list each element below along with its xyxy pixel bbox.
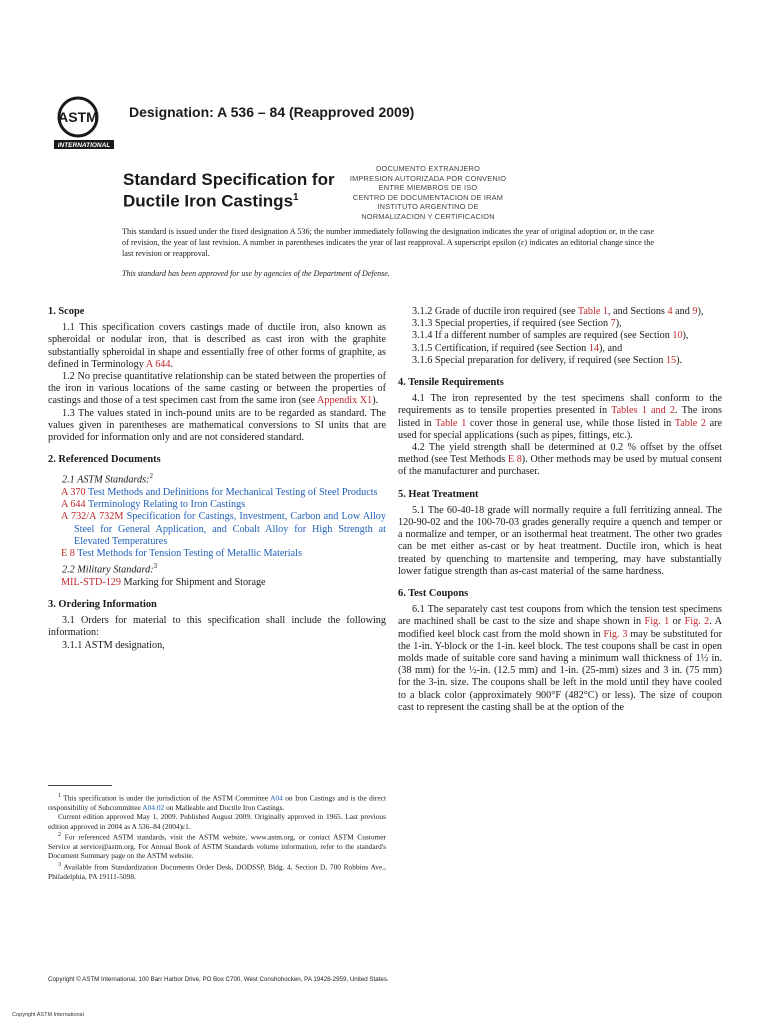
paragraph-3-1-1: 3.1.1 ASTM designation,	[62, 639, 165, 651]
reference-item: A 732/A 732M Specification for Castings, Investment, Carbon and Low Alloy Steel for General Application, and Cobalt Alloy for High Strength at Elevated Temperatures	[61, 511, 386, 547]
footnote-divider	[48, 785, 112, 786]
logo-text: ASTM	[58, 109, 98, 125]
logo-subtext: INTERNATIONAL	[57, 142, 111, 149]
ref-code[interactable]: A 732/A 732M	[61, 511, 124, 523]
paragraph-3-1-5: 3.1.5 Certification, if required (see Section 14), and	[412, 342, 623, 354]
paragraph-2-1: 2.1 ASTM Standards:$^2$	[62, 472, 153, 486]
approval-note: This standard has been approved for use by agencies of the Department of Defense.	[122, 269, 390, 278]
paragraph-3-1-2: 3.1.2 Grade of ductile iron required (see Table 1, and Sections 4 and 9),	[412, 306, 704, 317]
figure-link[interactable]: Fig. 3	[603, 628, 628, 640]
section-link[interactable]: 10	[672, 330, 683, 342]
paragraph-3-1: 3.1 Orders for material to this specification shall include the following information:	[48, 615, 386, 639]
subcommittee-link[interactable]: A04.02	[142, 802, 165, 812]
stamp-line: ENTRE MIEMBROS DE ISO	[378, 183, 478, 192]
footnote-1-edition: Current edition approved May 1, 2009. Published August 2009. Originally approved in 1965. Last previous edition approved in 2004 as A 536–84 (2004)ε1.	[48, 812, 386, 831]
section-heading-tensile: 4. Tensile Requirements	[398, 377, 504, 389]
designation: Designation: A 536 – 84 (Reapproved 2009)	[129, 104, 415, 120]
stamp-line: CENTRO DE DOCUMENTACION DE IRAM	[352, 192, 504, 202]
ref-link-a644[interactable]: A 644	[145, 358, 171, 370]
mil-std-code[interactable]: MIL-STD-129	[61, 576, 121, 588]
footnotes	[48, 792, 386, 881]
table-link[interactable]: Table 2	[674, 417, 706, 429]
paragraph-1-3: 1.3 The values stated in inch-pound units are to be regarded as standard. The values given in parentheses are mathematical conversions to SI units that are provided for information only and are not considered standard.	[48, 407, 386, 444]
page-title	[123, 171, 335, 211]
ref-code[interactable]: E 8	[61, 548, 75, 560]
committee-link[interactable]: A04	[270, 793, 283, 803]
copyright-small: Copyright ASTM International	[12, 1012, 84, 1018]
intro-paragraph: This standard is issued under the fixed designation A 536; the number immediately following the designation indicates the year of original adoption or, in the case of revision, the year of last revision. A number in parentheses indicates the year of last reapproval. A superscript epsilon (ε) indicates an editorial change since the last revision or reapproval.	[122, 227, 654, 258]
table-link[interactable]: Table 1	[435, 417, 467, 429]
footnote-3: $^3$ Available from Standardization Documents Order Desk, DODSSP, Bldg. 4, Section D, 700 Robbins Ave., Philadelphia, PA 19111-5098.	[48, 861, 386, 881]
ref-code[interactable]: A 644	[61, 499, 86, 511]
reference-item: A 370 Test Methods and Definitions for Mechanical Testing of Steel Products	[61, 487, 378, 499]
section-heading-heat: 5. Heat Treatment	[398, 488, 479, 500]
section-link[interactable]: 9	[692, 306, 698, 317]
section-heading-scope: 1. Scope	[48, 306, 85, 317]
section-link[interactable]: 15	[665, 354, 677, 366]
copyright-line: Copyright © ASTM International, 100 Barr Harbor Drive, PO Box C700, West Conshohocken, PA 19428-2959, United States.	[48, 976, 389, 983]
military-standard-item: MIL-STD-129 Marking for Shipment and Storage	[61, 576, 266, 588]
paragraph-1-1: 1.1 This specification covers castings made of ductile iron, also known as spheroidal or nodular iron, that is described as cast iron with the graphite substantially spheroidal in shape and essentially free of other forms of graphite, as defined in Terminology A 644.	[48, 322, 386, 370]
appendix-link[interactable]: Appendix X1	[317, 395, 373, 407]
right-column	[398, 306, 722, 714]
section-heading-refdocs: 2. Referenced Documents	[48, 454, 161, 466]
import-stamp	[328, 164, 528, 221]
section-link[interactable]: 7	[610, 318, 616, 330]
figure-link[interactable]: Fig. 1	[644, 616, 670, 628]
section-heading-ordering: 3. Ordering Information	[48, 599, 157, 611]
astm-logo	[50, 93, 116, 155]
figure-link[interactable]: Fig. 2	[684, 616, 710, 628]
stamp-line: DOCUMENTO EXTRANJERO	[375, 164, 481, 173]
paragraph-3-1-4: 3.1.4 If a different number of samples are required (see Section 10),	[412, 330, 689, 342]
section-link[interactable]: 14	[588, 342, 599, 354]
footnote-2: $^2$ For referenced ASTM standards, visit the ASTM website, www.astm.org, or contact ASTM Customer Service at service@astm.org. For Annual Book of ASTM Standards volume information, refer to the standard's Document Summary page on the ASTM website.	[48, 832, 386, 861]
footnote-1: $^1$ This specification is under the jurisdiction of the ASTM Committee A04 on Iron Castings and is the direct responsibility of Subcommittee A04.02 on Malleable and Ductile Iron Castings.	[48, 793, 386, 812]
paragraph-3-1-6: 3.1.6 Special preparation for delivery, if required (see Section 15).	[412, 354, 683, 366]
section-heading-coupons: 6. Test Coupons	[398, 588, 469, 600]
paragraph-2-2: 2.2 Military Standard:$^3$	[62, 562, 158, 576]
reference-item: A 644 Terminology Relating to Iron Castings	[61, 499, 246, 511]
paragraph-1-2: 1.2 No precise quantitative relationship can be stated between the properties of the iron in various locations of the same casting or between the properties of castings and those of a test specimen cast from the same iron (see Appendix X1).	[48, 371, 386, 407]
paragraph-5-1: 5.1 The 60-40-18 grade will normally require a full ferritizing anneal. The 120-90-02 and the 100-70-03 grades generally require a quench and temper or a normalize and temper, or an isothermal heat treatment. The other two grades can be met either as-cast or by heat treatment. Ductile iron, which is heat treated by quenching to martensite and tempering, may have substantially lower fatigue strength than as-cast material of the same hardness.	[398, 504, 722, 577]
table-link[interactable]: Tables 1 and 2	[611, 405, 676, 417]
stamp-line: INSTITUTO ARGENTINO DE	[377, 202, 479, 211]
reference-item: E 8 Test Methods for Tension Testing of Metallic Materials	[61, 548, 302, 560]
paragraph-6-1: 6.1 The separately cast test coupons from which the tension test specimens are machined shall be cast to the size and shape shown in Fig. 1 or Fig. 2. A modified keel block cast from the mold shown in Fig. 3 may be substituted for the 1-in. Y-block or the 1-in. keel block. The test coupons shall be cast in open molds made of suitable core sand having a minimum wall thickness of 1½ in. (38 mm) for the ½-in. (12.5 mm) and 1-in. (25-mm) sizes and 3 in. (75 mm) for the 3-in. size. The coupons shall be left in the mold until they have cooled to a black color (approximately 900°F (482°C) or less). The size of coupon cast to represent the casting shall be at the option of the	[398, 604, 723, 713]
paragraph-4-2: 4.2 The yield strength shall be determined at 0.2 % offset by the offset method (see Test Methods E 8). Other methods may be used by mutual consent of the manufacturer and purchaser.	[398, 442, 722, 478]
ref-link-e8[interactable]: E 8	[507, 454, 522, 466]
stamp-line: IMPRESION AUTORIZADA POR CONVENIO	[349, 173, 507, 183]
title-footnote-mark: 1	[293, 192, 299, 203]
title-line-1: Standard Specification for	[123, 170, 335, 189]
table-link[interactable]: Table 1	[577, 306, 609, 317]
stamp-line: NORMALIZACION Y CERTIFICACION	[361, 211, 495, 221]
left-column	[48, 306, 386, 652]
section-link[interactable]: 4	[667, 306, 673, 317]
paragraph-4-1: 4.1 The iron represented by the test specimens shall conform to the requirements as to tensile properties presented in Tables 1 and 2. The irons listed in Table 1 cover those in general use, while those listed in Table 2 are used for special applications (such as pipes, fittings, etc.).	[398, 393, 723, 441]
title-line-2: Ductile Iron Castings$^1$	[123, 191, 299, 211]
ref-code[interactable]: A 370	[61, 487, 86, 499]
paragraph-3-1-3: 3.1.3 Special properties, if required (see Section 7),	[412, 318, 622, 330]
